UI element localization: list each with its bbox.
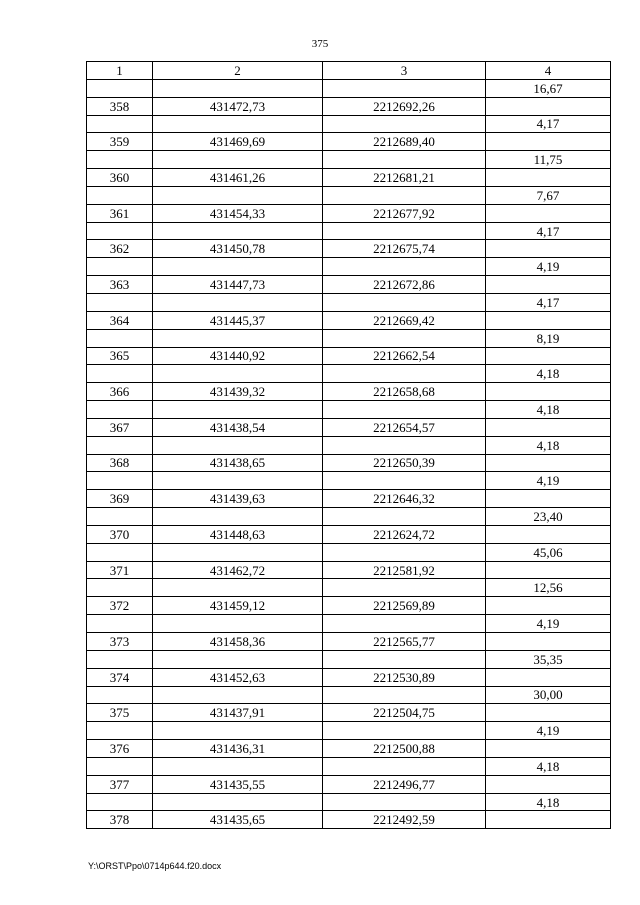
- y-coordinate-cell: [323, 401, 486, 419]
- point-number-cell: [87, 222, 153, 240]
- distance-cell: [486, 740, 611, 758]
- point-number-cell: [87, 579, 153, 597]
- table-row: [87, 740, 611, 758]
- table-row: [87, 347, 611, 365]
- table-row: [87, 151, 611, 169]
- point-number-cell: [87, 293, 153, 311]
- x-coordinate-cell: [153, 293, 323, 311]
- table-row: [87, 401, 611, 419]
- point-number-cell: [87, 472, 153, 490]
- distance-cell: 4,19: [486, 472, 611, 490]
- table-row: [87, 169, 611, 187]
- table-row: [87, 418, 611, 436]
- x-coordinate-cell: 431435,65: [153, 811, 323, 829]
- distance-cell: 11,75: [486, 151, 611, 169]
- distance-cell: [486, 169, 611, 187]
- distance-cell: 4,18: [486, 365, 611, 383]
- distance-cell: [486, 490, 611, 508]
- distance-cell: [486, 597, 611, 615]
- point-number-cell: 361: [87, 204, 153, 222]
- y-coordinate-cell: [323, 615, 486, 633]
- x-coordinate-cell: 431461,26: [153, 169, 323, 187]
- distance-cell: [486, 240, 611, 258]
- coordinates-table: [86, 61, 611, 829]
- y-coordinate-cell: [323, 79, 486, 97]
- table-row: [87, 686, 611, 704]
- table-row: [87, 222, 611, 240]
- x-coordinate-cell: 431472,73: [153, 97, 323, 115]
- x-coordinate-cell: [153, 186, 323, 204]
- table-row: [87, 97, 611, 115]
- y-coordinate-cell: 2212530,89: [323, 668, 486, 686]
- x-coordinate-cell: 431440,92: [153, 347, 323, 365]
- table-row: [87, 258, 611, 276]
- x-coordinate-cell: [153, 615, 323, 633]
- x-coordinate-cell: 431452,63: [153, 668, 323, 686]
- y-coordinate-cell: [323, 222, 486, 240]
- distance-cell: 23,40: [486, 508, 611, 526]
- distance-cell: [486, 668, 611, 686]
- table-row: [87, 722, 611, 740]
- point-number-cell: [87, 186, 153, 204]
- distance-cell: [486, 704, 611, 722]
- x-coordinate-cell: 431436,31: [153, 740, 323, 758]
- y-coordinate-cell: 2212672,86: [323, 276, 486, 294]
- table-row: [87, 615, 611, 633]
- y-coordinate-cell: [323, 579, 486, 597]
- table-row: [87, 276, 611, 294]
- y-coordinate-cell: 2212646,32: [323, 490, 486, 508]
- y-coordinate-cell: 2212624,72: [323, 525, 486, 543]
- distance-cell: 4,17: [486, 115, 611, 133]
- distance-cell: 35,35: [486, 650, 611, 668]
- x-coordinate-cell: [153, 757, 323, 775]
- x-coordinate-cell: 431437,91: [153, 704, 323, 722]
- distance-cell: [486, 525, 611, 543]
- distance-cell: 30,00: [486, 686, 611, 704]
- table-row: [87, 329, 611, 347]
- x-coordinate-cell: 431450,78: [153, 240, 323, 258]
- point-number-cell: 363: [87, 276, 153, 294]
- table-row: [87, 543, 611, 561]
- table-row: [87, 597, 611, 615]
- table-row: [87, 579, 611, 597]
- distance-cell: [486, 97, 611, 115]
- point-number-cell: 365: [87, 347, 153, 365]
- distance-cell: [486, 383, 611, 401]
- point-number-cell: [87, 151, 153, 169]
- distance-cell: 12,56: [486, 579, 611, 597]
- point-number-cell: 360: [87, 169, 153, 187]
- point-number-cell: 369: [87, 490, 153, 508]
- distance-cell: 45,06: [486, 543, 611, 561]
- x-coordinate-cell: [153, 543, 323, 561]
- point-number-cell: [87, 650, 153, 668]
- point-number-cell: [87, 793, 153, 811]
- x-coordinate-cell: 431439,32: [153, 383, 323, 401]
- point-number-cell: 373: [87, 633, 153, 651]
- distance-cell: [486, 347, 611, 365]
- column-header: 1: [87, 62, 153, 80]
- x-coordinate-cell: 431469,69: [153, 133, 323, 151]
- point-number-cell: 364: [87, 311, 153, 329]
- table-row: [87, 436, 611, 454]
- x-coordinate-cell: 431438,65: [153, 454, 323, 472]
- y-coordinate-cell: 2212500,88: [323, 740, 486, 758]
- x-coordinate-cell: [153, 329, 323, 347]
- point-number-cell: 371: [87, 561, 153, 579]
- table-row: [87, 650, 611, 668]
- x-coordinate-cell: 431454,33: [153, 204, 323, 222]
- y-coordinate-cell: [323, 686, 486, 704]
- point-number-cell: [87, 79, 153, 97]
- point-number-cell: 370: [87, 525, 153, 543]
- y-coordinate-cell: [323, 151, 486, 169]
- x-coordinate-cell: [153, 401, 323, 419]
- point-number-cell: 378: [87, 811, 153, 829]
- x-coordinate-cell: 431438,54: [153, 418, 323, 436]
- x-coordinate-cell: [153, 650, 323, 668]
- table-row: [87, 757, 611, 775]
- column-header: 2: [153, 62, 323, 80]
- point-number-cell: [87, 436, 153, 454]
- x-coordinate-cell: [153, 579, 323, 597]
- distance-cell: [486, 561, 611, 579]
- x-coordinate-cell: [153, 151, 323, 169]
- y-coordinate-cell: 2212669,42: [323, 311, 486, 329]
- table-row: [87, 365, 611, 383]
- distance-cell: [486, 454, 611, 472]
- table-row: [87, 133, 611, 151]
- distance-cell: 4,18: [486, 757, 611, 775]
- distance-cell: 4,17: [486, 222, 611, 240]
- table-row: [87, 525, 611, 543]
- x-coordinate-cell: [153, 258, 323, 276]
- x-coordinate-cell: 431458,36: [153, 633, 323, 651]
- point-number-cell: [87, 329, 153, 347]
- point-number-cell: 372: [87, 597, 153, 615]
- y-coordinate-cell: 2212569,89: [323, 597, 486, 615]
- x-coordinate-cell: 431447,73: [153, 276, 323, 294]
- y-coordinate-cell: 2212662,54: [323, 347, 486, 365]
- table-row: [87, 633, 611, 651]
- y-coordinate-cell: 2212581,92: [323, 561, 486, 579]
- point-number-cell: 367: [87, 418, 153, 436]
- y-coordinate-cell: [323, 793, 486, 811]
- point-number-cell: 366: [87, 383, 153, 401]
- distance-cell: [486, 775, 611, 793]
- x-coordinate-cell: [153, 365, 323, 383]
- distance-cell: 7,67: [486, 186, 611, 204]
- x-coordinate-cell: 431439,63: [153, 490, 323, 508]
- y-coordinate-cell: 2212492,59: [323, 811, 486, 829]
- y-coordinate-cell: 2212654,57: [323, 418, 486, 436]
- point-number-cell: 359: [87, 133, 153, 151]
- y-coordinate-cell: 2212565,77: [323, 633, 486, 651]
- column-header: 4: [486, 62, 611, 80]
- distance-cell: 4,19: [486, 615, 611, 633]
- y-coordinate-cell: [323, 508, 486, 526]
- x-coordinate-cell: [153, 436, 323, 454]
- table-row: [87, 561, 611, 579]
- point-number-cell: 376: [87, 740, 153, 758]
- y-coordinate-cell: 2212675,74: [323, 240, 486, 258]
- table-row: [87, 508, 611, 526]
- footer-file-path: Y:\ORST\Ppo\0714p644.f20.docx: [88, 861, 222, 871]
- x-coordinate-cell: 431459,12: [153, 597, 323, 615]
- point-number-cell: [87, 365, 153, 383]
- point-number-cell: [87, 115, 153, 133]
- table-row: [87, 186, 611, 204]
- x-coordinate-cell: [153, 79, 323, 97]
- distance-cell: 4,17: [486, 293, 611, 311]
- y-coordinate-cell: [323, 258, 486, 276]
- point-number-cell: [87, 722, 153, 740]
- table-row: [87, 311, 611, 329]
- x-coordinate-cell: [153, 115, 323, 133]
- table-row: [87, 79, 611, 97]
- table-row: [87, 775, 611, 793]
- point-number-cell: 375: [87, 704, 153, 722]
- distance-cell: [486, 418, 611, 436]
- point-number-cell: [87, 401, 153, 419]
- table-row: [87, 293, 611, 311]
- y-coordinate-cell: [323, 293, 486, 311]
- y-coordinate-cell: 2212496,77: [323, 775, 486, 793]
- y-coordinate-cell: [323, 757, 486, 775]
- distance-cell: 4,18: [486, 793, 611, 811]
- distance-cell: [486, 633, 611, 651]
- table-row: [87, 793, 611, 811]
- distance-cell: 8,19: [486, 329, 611, 347]
- distance-cell: [486, 811, 611, 829]
- page-number: 375: [311, 38, 329, 50]
- point-number-cell: 368: [87, 454, 153, 472]
- x-coordinate-cell: [153, 722, 323, 740]
- y-coordinate-cell: [323, 436, 486, 454]
- distance-cell: 4,19: [486, 722, 611, 740]
- point-number-cell: [87, 686, 153, 704]
- y-coordinate-cell: [323, 722, 486, 740]
- x-coordinate-cell: [153, 508, 323, 526]
- y-coordinate-cell: 2212658,68: [323, 383, 486, 401]
- x-coordinate-cell: 431462,72: [153, 561, 323, 579]
- point-number-cell: [87, 508, 153, 526]
- x-coordinate-cell: [153, 472, 323, 490]
- y-coordinate-cell: 2212650,39: [323, 454, 486, 472]
- y-coordinate-cell: [323, 365, 486, 383]
- point-number-cell: [87, 615, 153, 633]
- point-number-cell: 377: [87, 775, 153, 793]
- x-coordinate-cell: [153, 793, 323, 811]
- table-row: [87, 668, 611, 686]
- table-row: [87, 454, 611, 472]
- table-row: [87, 490, 611, 508]
- y-coordinate-cell: [323, 329, 486, 347]
- x-coordinate-cell: 431448,63: [153, 525, 323, 543]
- table-row: [87, 704, 611, 722]
- point-number-cell: 362: [87, 240, 153, 258]
- point-number-cell: [87, 258, 153, 276]
- point-number-cell: 358: [87, 97, 153, 115]
- distance-cell: 4,19: [486, 258, 611, 276]
- distance-cell: [486, 311, 611, 329]
- y-coordinate-cell: 2212689,40: [323, 133, 486, 151]
- x-coordinate-cell: 431435,55: [153, 775, 323, 793]
- table-row: [87, 204, 611, 222]
- column-header: 3: [323, 62, 486, 80]
- distance-cell: [486, 133, 611, 151]
- point-number-cell: [87, 543, 153, 561]
- y-coordinate-cell: 2212504,75: [323, 704, 486, 722]
- y-coordinate-cell: [323, 543, 486, 561]
- table-row: [87, 472, 611, 490]
- y-coordinate-cell: 2212681,21: [323, 169, 486, 187]
- point-number-cell: 374: [87, 668, 153, 686]
- table-header-row: [87, 62, 611, 80]
- distance-cell: [486, 204, 611, 222]
- y-coordinate-cell: [323, 650, 486, 668]
- y-coordinate-cell: 2212677,92: [323, 204, 486, 222]
- x-coordinate-cell: [153, 686, 323, 704]
- table-row: [87, 811, 611, 829]
- x-coordinate-cell: 431445,37: [153, 311, 323, 329]
- distance-cell: 16,67: [486, 79, 611, 97]
- y-coordinate-cell: [323, 186, 486, 204]
- y-coordinate-cell: 2212692,26: [323, 97, 486, 115]
- x-coordinate-cell: [153, 222, 323, 240]
- y-coordinate-cell: [323, 115, 486, 133]
- y-coordinate-cell: [323, 472, 486, 490]
- point-number-cell: [87, 757, 153, 775]
- table-row: [87, 240, 611, 258]
- table-row: [87, 383, 611, 401]
- table-row: [87, 115, 611, 133]
- distance-cell: [486, 276, 611, 294]
- distance-cell: 4,18: [486, 401, 611, 419]
- distance-cell: 4,18: [486, 436, 611, 454]
